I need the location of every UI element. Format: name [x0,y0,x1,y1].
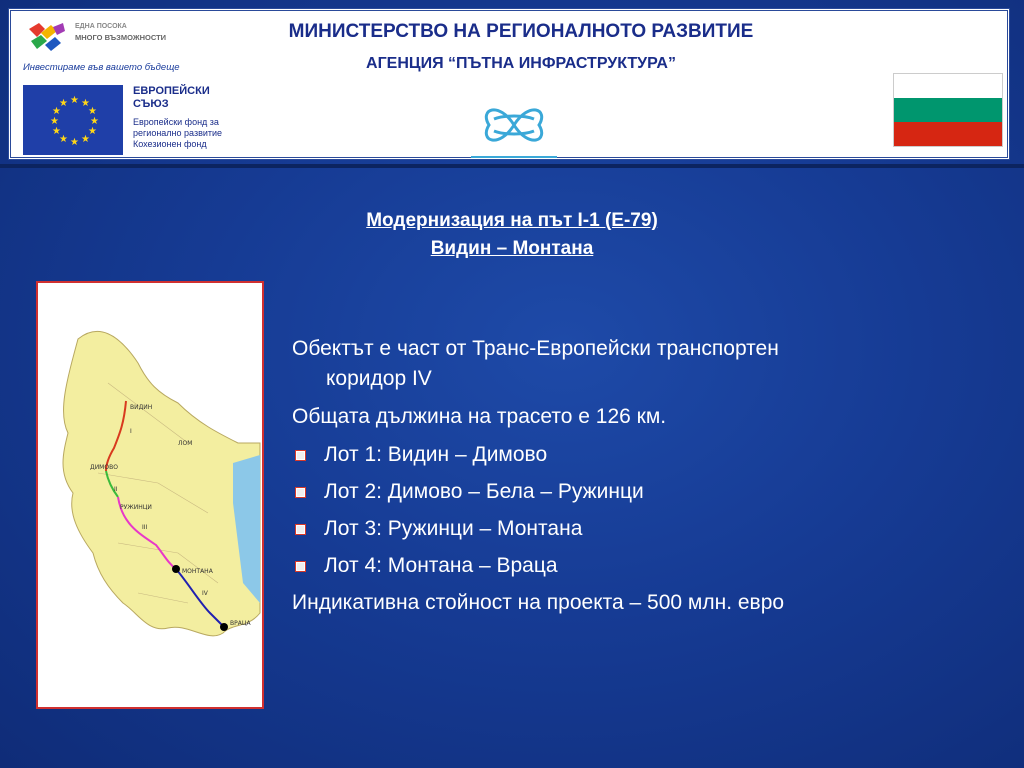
bullet-icon [295,487,306,498]
map-label-lot-1: I [130,428,132,435]
cost-text: Индикативна стойност на проекта – 500 млн. евро [292,591,785,614]
bullet-icon [295,561,306,572]
svg-text:★: ★ [59,134,68,145]
map-label-ruzhintsi: РУЖИНЦИ [120,504,152,511]
map-label-vidin: ВИДИН [130,404,153,411]
svg-text:★: ★ [81,98,90,109]
route-map [36,281,264,709]
bullet-icon [295,450,306,461]
svg-text:★: ★ [88,106,97,117]
list-item-lot-4: Лот 4: Монтана – Враца [292,551,992,581]
map-label-lot-3: III [142,524,148,531]
content-body [292,334,992,626]
svg-text:★: ★ [90,116,99,127]
svg-text:★: ★ [70,137,79,148]
agency-title: АГЕНЦИЯ “ПЪТНА ИНФРАСТРУКТУРА” [366,55,676,72]
road-agency-logo-icon [459,91,569,161]
map-label-dimovo: ДИМОВО [90,464,118,471]
eu-title: ЕВРОПЕЙСКИ СЪЮЗ [133,85,210,110]
bulgarian-flag-icon [893,73,1003,147]
programme-logo-icon [23,19,73,59]
eu-flag-icon [23,85,123,155]
svg-text:★: ★ [88,126,97,137]
list-item-lot-2: Лот 2: Димово – Бела – Ружинци [292,477,992,507]
ministry-title: МИНИСТЕРСТВО НА РЕГИОНАЛНОТО РАЗВИТИЕ [288,21,754,42]
title-line1: Модернизация на път I-1 (Е-79) [366,210,658,231]
corridor-text: Обектът е част от Транс-Европейски транспортен коридор IV [292,337,779,390]
slide-title [200,207,824,263]
eu-programme-logo [23,19,213,79]
map-label-lot-2: II [114,486,118,493]
map-label-vratsa: ВРАЦА [230,620,251,627]
slogan-line1: ЕДНА ПОСОКА [75,23,127,30]
svg-text:★: ★ [52,106,61,117]
header-banner [8,8,1010,160]
map-label-lom: ЛОМ [178,440,193,447]
svg-text:★: ★ [52,126,61,137]
title-line2: Видин – Монтана [430,238,594,259]
eu-fund-text: Европейски фонд за регионално развитие Кохезионен фонд [133,117,223,149]
list-item-lot-3: Лот 3: Ружинци – Монтана [292,514,992,544]
svg-text:★: ★ [81,134,90,145]
svg-text:★: ★ [50,116,59,127]
slogan-line2: МНОГО ВЪЗМОЖНОСТИ [75,33,167,42]
map-label-montana: МОНТАНА [182,568,213,575]
invest-slogan: Инвестираме във вашето бъдеще [23,62,180,73]
list-item-lot-1: Лот 1: Видин – Димово [292,440,992,470]
header-divider [0,164,1024,168]
svg-text:★: ★ [59,98,68,109]
length-text: Общата дължина на трасето е 126 км. [292,405,667,428]
eu-logo-block [23,83,253,157]
map-label-lot-4: IV [202,590,208,597]
bullet-icon [295,524,306,535]
svg-text:★: ★ [70,95,79,106]
